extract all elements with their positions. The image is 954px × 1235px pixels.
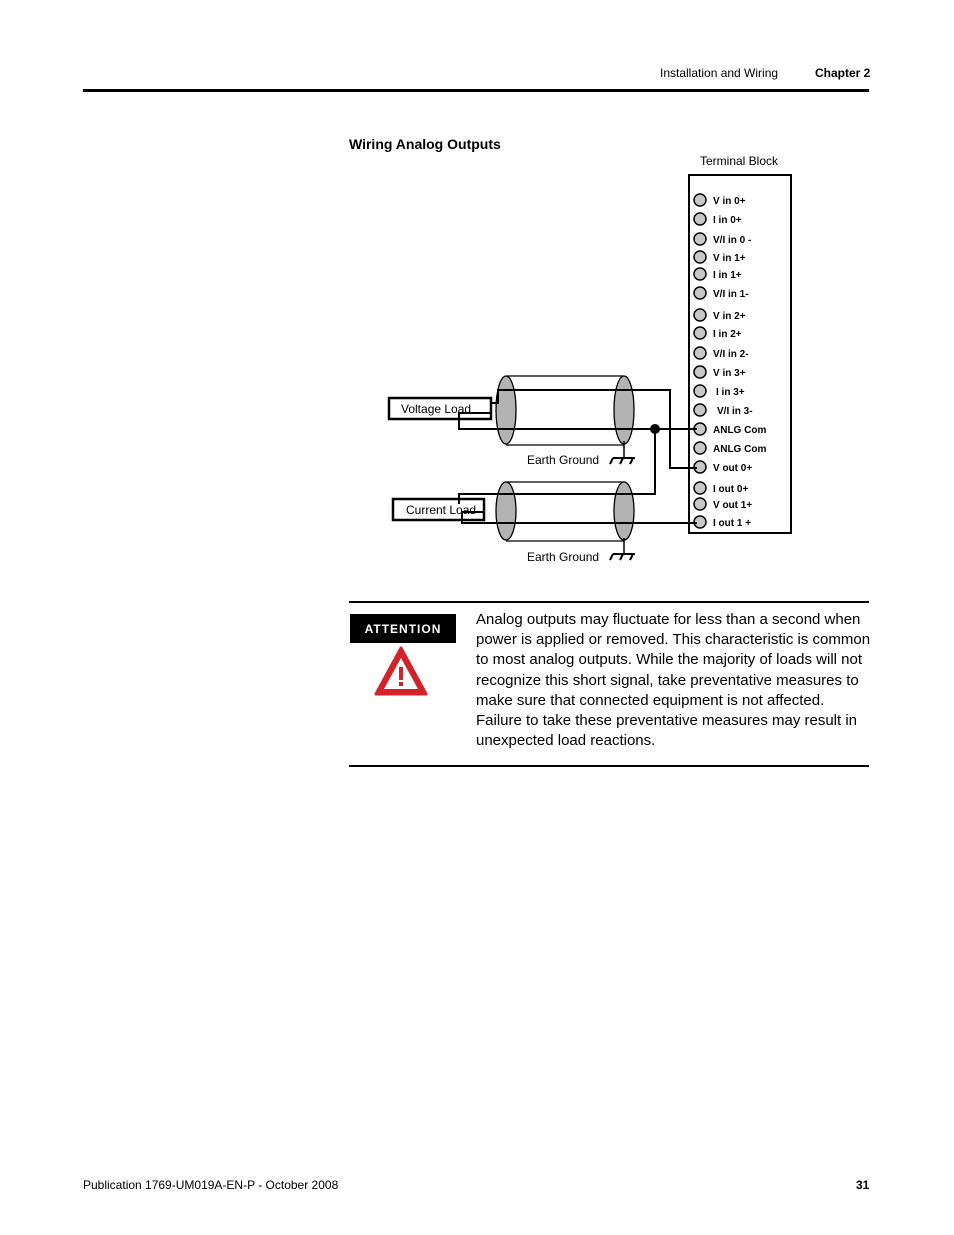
attention-bottom-rule: [349, 765, 869, 767]
terminal-screw-icon: [694, 327, 706, 339]
terminal-block-label: Terminal Block: [700, 154, 779, 168]
terminal-label: V/I in 0 -: [713, 235, 752, 246]
attention-label: ATTENTION: [350, 614, 456, 643]
terminal-screw-icon: [694, 347, 706, 359]
terminal-screw-icon: [694, 251, 706, 263]
terminal-screw-icon: [694, 366, 706, 378]
figure-title: Wiring Analog Outputs: [349, 136, 501, 152]
wire-junction: [650, 424, 660, 434]
terminal-label: V/I in 1-: [713, 289, 749, 300]
voltage-cable: [496, 376, 634, 445]
earth-ground-label-1: Earth Ground: [527, 453, 600, 467]
terminal-label: V out 1+: [713, 500, 753, 511]
terminal-label: V in 2+: [713, 311, 746, 322]
terminal-label: I in 3+: [716, 387, 745, 398]
attention-text: Analog outputs may fluctuate for less than a second when power is applied or removed. This characteristic is common to most analog outputs. While the majority of loads will not recognize this short signal, take preventative measures to make sure that connected equipment is not affected. Failure to take these preventative measures may result in unexpected load reactions.: [476, 611, 871, 750]
terminal-screw-icon: [694, 194, 706, 206]
terminal-label: I in 2+: [713, 329, 742, 340]
wire-voltage-common: [459, 413, 697, 429]
terminal-label: V out 0+: [713, 463, 753, 474]
attention-top-rule: [349, 601, 869, 603]
terminal-screw-icon: [694, 404, 706, 416]
terminal-label: V/I in 2-: [713, 349, 749, 360]
terminal-label: V in 1+: [713, 253, 746, 264]
terminal-screw-icon: [694, 287, 706, 299]
warning-triangle-icon: [373, 645, 429, 697]
terminal-screw-icon: [694, 213, 706, 225]
earth-ground-label-2: Earth Ground: [527, 550, 600, 564]
terminal-label: V in 3+: [713, 368, 746, 379]
terminal-screw-icon: [694, 498, 706, 510]
terminal-screw-icon: [694, 442, 706, 454]
earth-ground-icon: [610, 458, 635, 464]
terminal-label: I in 1+: [713, 270, 742, 281]
earth-ground-icon: [610, 554, 635, 560]
header-section-title: Installation and Wiring: [660, 66, 779, 80]
terminal-label: I out 0+: [713, 484, 749, 495]
current-load-label: Current Load: [406, 503, 477, 517]
terminal-screw-icon: [694, 482, 706, 494]
footer-page-number: 31: [856, 1178, 870, 1192]
terminal-label: V/I in 3-: [717, 406, 753, 417]
voltage-load-label: Voltage Load: [401, 402, 472, 416]
terminal-screw-icon: [694, 268, 706, 280]
current-cable: [496, 482, 634, 541]
wiring-diagram: [0, 0, 954, 600]
terminal-label: ANLG Com: [713, 444, 767, 455]
terminal-label: V in 0+: [713, 196, 746, 207]
terminal-screw-icon: [694, 385, 706, 397]
terminal-label: I out 1 +: [713, 518, 752, 529]
terminal-label: ANLG Com: [713, 425, 767, 436]
footer-publication: Publication 1769-UM019A-EN-P - October 2008: [83, 1178, 339, 1192]
header-chapter: Chapter 2: [815, 66, 871, 80]
terminal-screw-icon: [694, 233, 706, 245]
terminal-screw-icon: [694, 309, 706, 321]
terminal-label: I in 0+: [713, 215, 742, 226]
